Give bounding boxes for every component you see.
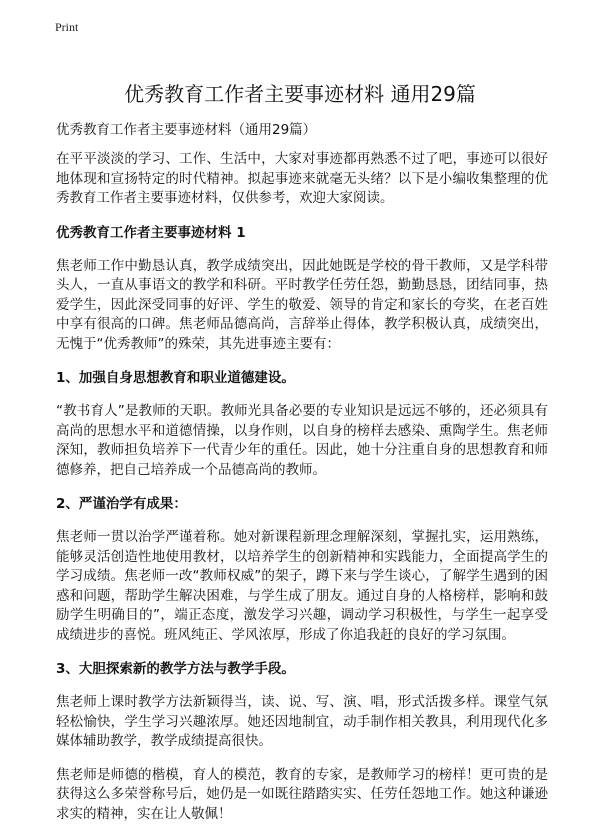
intro-paragraph: 在平平淡淡的学习、工作、生活中，大家对事迹都再熟悉不过了吧，事迹可以很好地体现和宣扬特定的时代精神。拟起事迹来就毫无头绪？以下是小编收集整理的优秀教育工作者主要事迹材料，仅供参考，欢迎大家阅读。 (56, 151, 548, 206)
closing-paragraph: 焦老师是师德的楷模，育人的模范，教育的专家，是教师学习的榜样！更可贵的是获得这么多荣誉称号后，她仍是一如既往踏踏实实、任劳任怨地工作。她这种谦逊求实的精神，实在让人敬佩！ (56, 766, 548, 822)
point-heading-1: 1、加强自身思想教育和职业道德建设。 (56, 370, 295, 386)
print-link[interactable]: Print (55, 20, 79, 34)
section-heading: 优秀教育工作者主要事迹材料 1 (56, 224, 246, 241)
section-intro-paragraph: 焦老师工作中勤恳认真，教学成绩突出，因此她既是学校的骨干教师，又是学科带头人，一直从事语文的教学和科研。平时教学任劳任怨，勤勤恳恳，团结同事，热爱学生，因此深受同事的好评、学生的敬爱、领导的肯定和家长的夸奖，在老百姓中享有很高的口碑。焦老师品德高尚，言辞举止得体，教学积极认真，成绩突出，无愧于“优秀教师”的殊荣，其先进事迹主要有： (56, 257, 548, 352)
point-body-2: 焦老师一贯以治学严谨着称。她对新课程新理念理解深刻，掌握扎实，运用熟练，能够灵活创造性地使用教材，以培养学生的创新精神和实践能力，全面提高学生的学习成绩。焦老师一改“教师权威”的架子，蹲下来与学生谈心，了解学生遇到的困惑和问题，帮助学生解决困难，与学生成了朋友。通过自身的人格榜样，影响和鼓励学生明确目的”，端正态度，激发学习兴趣，调动学习积极性，与学生一起享受成绩进步的喜悦。班风纯正、学风浓厚，形成了你追我赶的良好的学习氛围。 (56, 529, 548, 643)
point-body-3: 焦老师上课时教学方法新颖得当，读、说、写、演、唱，形式活拨多样。课堂气氛轻松愉快，学生学习兴趣浓厚。她还因地制宜，动手制作相关教具，利用现代化多媒体辅助教学，教学成绩提高很快。 (56, 694, 548, 749)
point-heading-3: 3、大胆探索新的教学方法与教学手段。 (56, 661, 295, 677)
point-body-1: “教书育人”是教师的天职。教师光具备必要的专业知识是远远不够的，还必须具有高尚的思想水平和道德情操，以身作则，以自身的榜样去感染、熏陶学生。焦老师深知，教师担负培养下一代青少年的重任。因此，她十分注重自身的思想教育和师德修养，把自己培养成一个品德高尚的教师。 (56, 403, 548, 478)
document-body (56, 120, 548, 838)
document-title: 优秀教育工作者主要事迹材料 通用29篇 (124, 82, 476, 106)
document-subtitle: 优秀教育工作者主要事迹材料（通用29篇） (56, 122, 317, 138)
point-heading-2: 2、严谨治学有成果： (56, 496, 187, 512)
